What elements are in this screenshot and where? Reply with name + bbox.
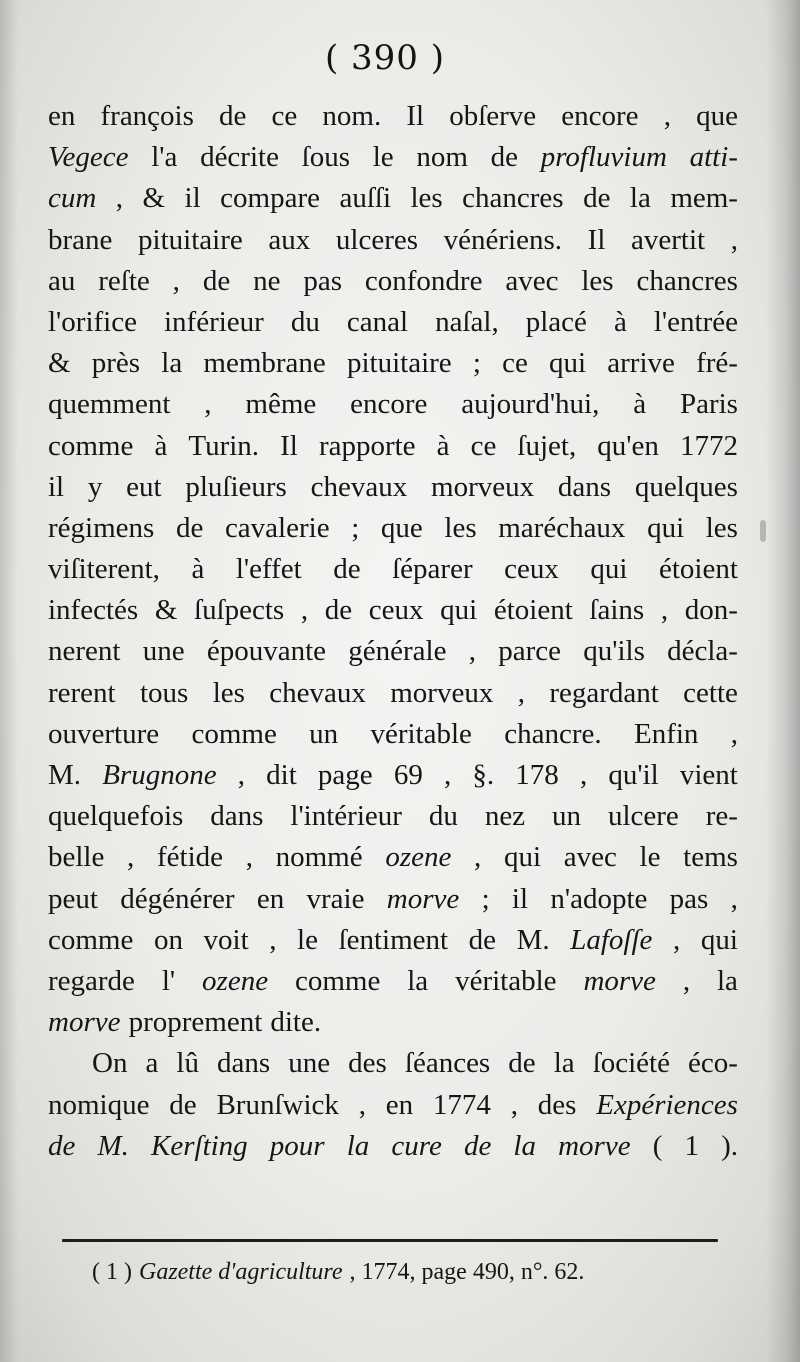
text-line — [48, 467, 738, 508]
word: la — [717, 964, 738, 997]
word: qui — [647, 511, 685, 544]
word: morve — [48, 1006, 121, 1039]
word: qui — [700, 923, 738, 956]
word: , — [673, 923, 681, 956]
word: la — [407, 964, 429, 997]
word: ſains — [589, 594, 645, 627]
word: une — [288, 1047, 331, 1080]
text-line — [48, 590, 738, 631]
word: véritable — [370, 717, 472, 750]
word: , — [237, 759, 245, 791]
word: qui — [549, 347, 587, 380]
word: chancre. — [504, 717, 602, 750]
word: qui — [503, 841, 542, 874]
word: ). — [721, 1129, 738, 1162]
word: morve — [386, 882, 460, 915]
word: n'adopte — [550, 882, 648, 915]
word: aujourd'hui, — [461, 388, 600, 421]
word: , — [443, 759, 452, 791]
word: mem- — [670, 182, 738, 215]
text-line — [48, 220, 738, 261]
word: étoient — [493, 594, 573, 627]
footnote-marker: ( 1 ) — [92, 1259, 132, 1285]
word: de — [202, 264, 231, 297]
word: inférieur — [164, 305, 264, 338]
word: véritable — [455, 964, 557, 997]
word: il — [184, 182, 201, 215]
word: il — [511, 882, 529, 915]
word: épouvante — [206, 635, 327, 668]
word: chevaux — [269, 676, 366, 709]
word: comme — [48, 429, 134, 462]
word: Kerſting — [151, 1129, 248, 1162]
word: avec — [563, 841, 617, 874]
word: Expériences — [596, 1088, 738, 1121]
word: morve — [558, 1129, 631, 1162]
word: l'entrée — [653, 305, 738, 338]
text-line — [48, 178, 738, 219]
text-line — [48, 631, 738, 672]
page-edge-shadow-left — [0, 0, 18, 1362]
page-number: ( 390 ) — [324, 38, 446, 78]
word: morveux — [431, 470, 535, 503]
word: de — [169, 1088, 197, 1121]
text-line — [48, 302, 738, 343]
text-line — [48, 796, 738, 837]
word: , — [172, 264, 180, 297]
word: une — [142, 635, 185, 668]
word: canal — [346, 305, 409, 338]
word: 178 — [515, 759, 559, 791]
word: , — [579, 759, 588, 791]
word: voit — [203, 923, 249, 956]
word: avec — [505, 264, 559, 297]
text-line — [48, 426, 738, 467]
text-line — [48, 879, 738, 920]
word: , — [127, 841, 135, 874]
word: quelquefois — [48, 800, 184, 833]
word: ozene — [202, 964, 269, 997]
word: ; — [472, 347, 481, 380]
word: du — [290, 305, 320, 338]
word: parce — [498, 635, 561, 668]
word: ce — [470, 429, 497, 462]
text-line — [48, 755, 738, 796]
text-line — [48, 508, 738, 549]
word: Vegece — [48, 141, 129, 174]
footnote — [92, 1252, 732, 1292]
word: auſſi — [339, 182, 391, 215]
word: ne — [253, 264, 281, 297]
word: étoient — [658, 553, 738, 586]
word: que — [380, 511, 423, 544]
word: de — [508, 1047, 536, 1080]
word: Enfin — [633, 717, 699, 750]
word: les — [212, 676, 245, 709]
word: un — [552, 800, 582, 833]
word: reſte — [98, 264, 150, 297]
word: ce — [271, 100, 298, 132]
word: On — [92, 1047, 128, 1080]
word: chancres — [636, 264, 738, 297]
word: la — [513, 1129, 536, 1162]
word: les — [705, 511, 738, 544]
word: viſiterent, — [48, 553, 160, 586]
word: ſéparer — [392, 553, 473, 586]
word: du — [428, 800, 458, 833]
word: §. — [472, 759, 495, 791]
word: page — [317, 759, 373, 791]
word: quemment — [48, 388, 171, 421]
word: don- — [684, 594, 738, 627]
word: de — [468, 923, 497, 956]
word: nez — [484, 800, 526, 833]
word: Brunſwick — [216, 1088, 339, 1121]
word: de — [583, 182, 611, 215]
text-line — [48, 1126, 738, 1167]
word: près — [91, 347, 141, 380]
word: vénériens. — [443, 223, 563, 256]
word: a — [145, 1047, 159, 1080]
text-line — [48, 837, 738, 878]
word: au — [48, 264, 76, 297]
word: en — [256, 882, 285, 915]
text-line — [48, 549, 738, 590]
word: , — [468, 635, 476, 668]
footnote-source: Gazette d'agriculture — [138, 1259, 343, 1285]
word: morve — [583, 964, 656, 997]
word: dans — [217, 1047, 271, 1080]
word: 69 — [393, 759, 423, 791]
word: la — [161, 347, 183, 380]
word: , — [660, 594, 669, 627]
word: cure — [391, 1129, 442, 1162]
word: à — [191, 553, 205, 586]
footnote-rule — [62, 1239, 718, 1242]
word: M. — [516, 923, 550, 956]
word: compare — [220, 182, 320, 215]
word: , — [300, 594, 309, 627]
word: brane — [48, 223, 113, 256]
word: de — [490, 141, 518, 174]
word: pituitaire — [346, 347, 452, 380]
word: que — [696, 100, 738, 132]
word: encore — [561, 100, 639, 132]
word: un — [309, 717, 339, 750]
word: , — [730, 882, 738, 915]
word: placé — [525, 305, 587, 338]
word: & — [142, 182, 166, 215]
word: qu'en — [597, 429, 659, 462]
text-line — [48, 714, 738, 755]
word: l'effet — [235, 553, 302, 586]
word: ulceres — [335, 223, 419, 256]
word: avertit — [631, 223, 706, 256]
word: regarde — [48, 964, 135, 997]
word: à — [633, 388, 647, 421]
word: l' — [161, 964, 176, 997]
word: le — [372, 141, 394, 174]
word: obſerve — [449, 100, 537, 132]
word: ulcere — [607, 800, 679, 833]
word: ſentiment — [338, 923, 449, 956]
word: ; — [481, 882, 490, 915]
word: , — [245, 841, 253, 874]
word: chevaux — [310, 470, 408, 503]
text-line — [48, 920, 738, 961]
word: , — [510, 1088, 518, 1121]
word: les — [410, 182, 443, 215]
word: morveux — [390, 676, 494, 709]
word: pas — [303, 264, 343, 297]
word: de — [463, 1129, 492, 1162]
word: fétide — [156, 841, 223, 874]
word: , — [517, 676, 525, 709]
word: l'orifice — [48, 305, 137, 338]
word: l'intérieur — [290, 800, 402, 833]
text-line — [48, 261, 738, 302]
word: qu'il — [608, 759, 659, 791]
word: encore — [350, 388, 428, 421]
word: 1772 — [679, 429, 738, 462]
ink-smudge — [760, 520, 766, 542]
word: comme — [294, 964, 381, 997]
word: cavalerie — [224, 511, 330, 544]
word: de — [48, 1129, 76, 1162]
word: de — [175, 511, 204, 544]
word: qui — [590, 553, 628, 586]
word: belle — [48, 841, 105, 874]
word: la — [629, 182, 651, 215]
word: en — [385, 1088, 414, 1121]
word: dégénérer — [120, 882, 235, 915]
word: des — [537, 1088, 577, 1121]
word: membrane — [203, 347, 326, 380]
word: eut — [126, 470, 162, 503]
word: nomique — [48, 1088, 150, 1121]
word: aux — [268, 223, 311, 256]
word: rerent — [48, 676, 116, 709]
word: M. — [48, 759, 82, 791]
word: ceux — [368, 594, 424, 627]
text-line — [48, 1043, 738, 1084]
word: tous — [139, 676, 189, 709]
word: , — [730, 717, 738, 750]
word: re- — [705, 800, 738, 833]
word: quelques — [634, 470, 738, 503]
text-line — [48, 1002, 738, 1043]
word: en — [48, 100, 76, 132]
word: tems — [683, 841, 738, 874]
body-text — [48, 96, 738, 1167]
text-line — [48, 137, 738, 178]
word: Brugnone — [102, 759, 217, 791]
text-line — [48, 384, 738, 425]
word: ſujet, — [517, 429, 577, 462]
word: nom. — [322, 100, 382, 132]
word: ouverture — [48, 717, 160, 750]
word: à — [613, 305, 627, 338]
word: dans — [557, 470, 612, 503]
word: Il — [406, 100, 425, 132]
word: ſuſpects — [194, 594, 285, 627]
word: comme — [48, 923, 134, 956]
word: Turin. — [188, 429, 260, 462]
word: décla- — [667, 635, 738, 668]
word: Paris — [679, 388, 738, 421]
word: nommé — [275, 841, 363, 874]
footnote-details: , 1774, page 490, n°. 62. — [349, 1259, 585, 1285]
word: qu'ils — [583, 635, 645, 668]
word: 1774 — [432, 1088, 491, 1121]
word: y — [87, 470, 103, 503]
word: cette — [683, 676, 738, 709]
word: regardant — [549, 676, 659, 709]
word: Il — [587, 223, 606, 256]
word: , — [682, 964, 691, 997]
word: le — [639, 841, 661, 874]
word: nerent — [48, 635, 121, 668]
word: profluvium — [540, 141, 667, 174]
word: , — [474, 841, 482, 874]
word: Lafoſſe — [570, 923, 653, 956]
word: & — [48, 347, 71, 380]
word: l'a — [151, 141, 178, 174]
word: vient — [679, 759, 738, 791]
word: proprement — [128, 1006, 263, 1039]
word: , — [358, 1088, 366, 1121]
word: vraie — [306, 882, 365, 915]
word: dite. — [270, 1006, 322, 1039]
word: dit — [266, 759, 297, 791]
word: cum — [48, 182, 97, 215]
word: dans — [210, 800, 264, 833]
word: confondre — [364, 264, 483, 297]
text-line — [48, 961, 738, 1002]
word: de — [219, 100, 247, 132]
word: ; — [351, 511, 360, 544]
word: la — [346, 1129, 370, 1162]
word: maréchaux — [498, 511, 626, 544]
word: infectés — [48, 594, 139, 627]
word: arrive — [607, 347, 675, 380]
word: pour — [269, 1129, 325, 1162]
word: pluſieurs — [185, 470, 287, 503]
word: à — [154, 429, 168, 462]
word: la — [553, 1047, 575, 1080]
word: nom — [416, 141, 468, 174]
word: de — [324, 594, 353, 627]
word: générale — [348, 635, 447, 668]
word: on — [153, 923, 183, 956]
word: ozene — [385, 841, 452, 874]
word: ( — [652, 1129, 663, 1162]
word: même — [245, 388, 317, 421]
word: , — [663, 100, 671, 132]
word: ſéances — [404, 1047, 491, 1080]
word: ce — [502, 347, 528, 380]
word: ceux — [504, 553, 559, 586]
word: les — [444, 511, 477, 544]
word: ſociété — [592, 1047, 670, 1080]
word: rapporte — [318, 429, 416, 462]
word: peut — [48, 882, 98, 915]
word: à — [436, 429, 450, 462]
word: atti- — [689, 141, 738, 174]
word: , — [730, 223, 738, 256]
text-line — [48, 343, 738, 384]
word: de — [333, 553, 361, 586]
word: lû — [176, 1047, 199, 1080]
word: éco- — [688, 1047, 738, 1080]
word: françois — [100, 100, 194, 132]
word: pituitaire — [138, 223, 243, 256]
word: fré- — [696, 347, 738, 380]
word: il — [48, 470, 65, 503]
text-line — [48, 673, 738, 714]
word: , — [115, 182, 124, 215]
word: naſal, — [435, 305, 499, 338]
word: , — [204, 388, 212, 421]
text-line — [48, 1085, 738, 1126]
word: Il — [280, 429, 298, 462]
word: qui — [440, 594, 478, 627]
word: comme — [191, 717, 277, 750]
word: des — [348, 1047, 387, 1080]
text-line — [48, 96, 738, 137]
word: chancres — [462, 182, 564, 215]
word: 1 — [684, 1129, 699, 1162]
page-edge-shadow-right — [766, 0, 800, 1362]
word: pas — [669, 882, 709, 915]
word: ſous — [301, 141, 350, 174]
word: les — [581, 264, 614, 297]
word: régimens — [48, 511, 155, 544]
word: , — [269, 923, 277, 956]
word: M. — [97, 1129, 129, 1162]
word: & — [154, 594, 178, 627]
word: décrite — [200, 141, 279, 174]
word: le — [297, 923, 318, 956]
